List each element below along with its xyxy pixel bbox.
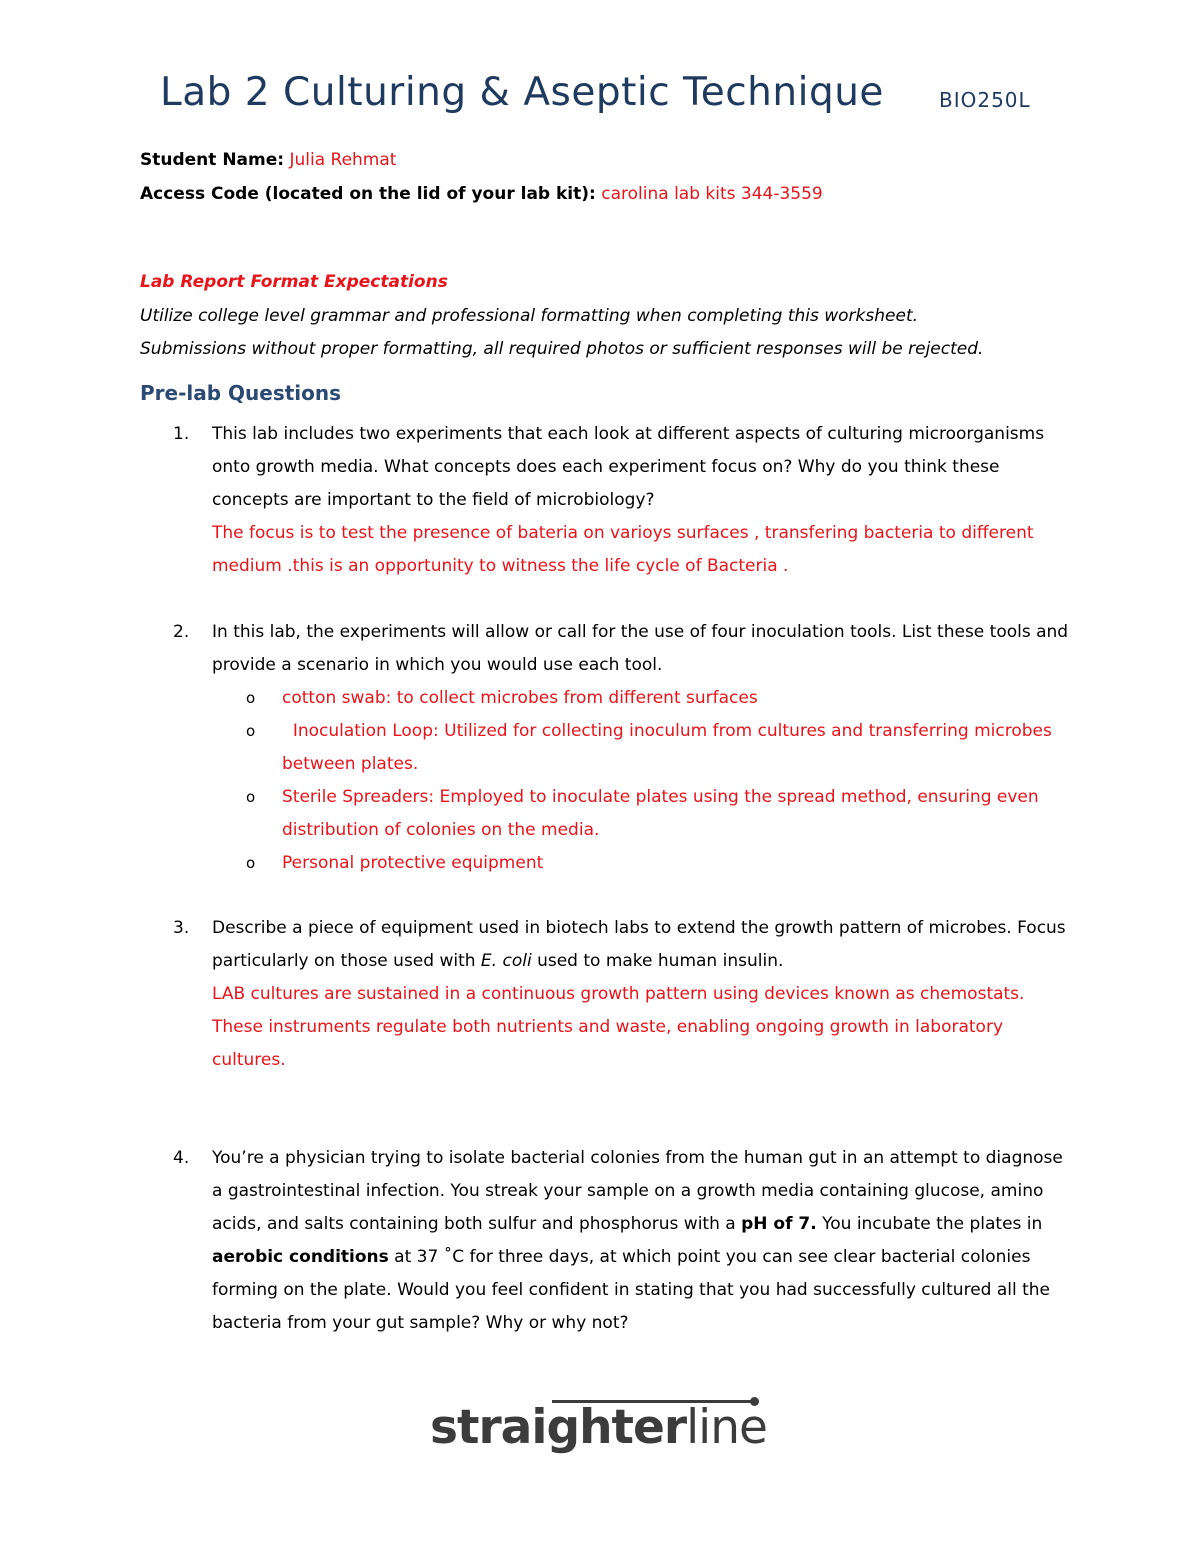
logo-text-bold: straighter [430, 1400, 687, 1455]
question-text: Describe a piece of equipment used in biotech labs to extend the growth pattern of microbes. Focus particularly on those used with E. coli used to make human insulin. [212, 918, 1066, 971]
answer-text: LAB cultures are sustained in a continuous growth pattern using devices known as chemostats. These instruments regulate both nutrients and waste, enabling ongoing growth in laboratory cultures. [212, 984, 1025, 1070]
straighterline-logo [430, 1398, 767, 1458]
course-code: BIO250L [939, 88, 1031, 112]
access-code-value: carolina lab kits 344-3559 [601, 184, 823, 204]
question-1 [140, 418, 1070, 583]
question-2 [140, 616, 1070, 880]
bullet-icon: o [246, 788, 256, 806]
bullet-icon: o [246, 854, 256, 872]
question-number: 4. [173, 1148, 190, 1168]
list-item: o Inoculation Loop: Utilized for collecting inoculum from cultures and transferring microbes between plates. [212, 715, 1070, 781]
access-code-label: Access Code (located on the lid of your lab kit): [140, 184, 596, 204]
bullet-icon: o [246, 722, 256, 740]
bullet-icon: o [246, 689, 256, 707]
logo-text-light: line [686, 1400, 767, 1455]
prelab-heading: Pre-lab Questions [140, 381, 342, 405]
list-item: o cotton swab: to collect microbes from different surfaces [212, 682, 1070, 715]
format-line-2: Submissions without proper formatting, all required photos or sufficient responses will be rejected. [140, 339, 984, 359]
answer-text: The focus is to test the presence of bateria on varioys surfaces , transfering bacteria to different medium .this is an opportunity to witness the life cycle of Bacteria . [212, 523, 1034, 576]
answer-list [212, 682, 1070, 880]
list-item: o Sterile Spreaders: Employed to inoculate plates using the spread method, ensuring even distribution of colonies on the media. [212, 781, 1070, 847]
format-heading: Lab Report Format Expectations [140, 272, 448, 292]
question-text: In this lab, the experiments will allow or call for the use of four inoculation tools. List these tools and provide a scenario in which you would use each tool. [212, 622, 1069, 675]
student-name-line [140, 150, 396, 170]
question-number: 3. [173, 918, 190, 938]
question-text: You’re a physician trying to isolate bacterial colonies from the human gut in an attempt to diagnose a gastrointestinal infection. You streak your sample on a growth media containing glucose, amino acids, and salts containing both sulfur and phosphorus with a pH of 7. You incubate the plates in aerobic conditions at 37 ˚C for three days, at which point you can see clear bacterial colonies forming on the plate. Would you feel confident in stating that you had successfully cultured all the bacteria from your gut sample? Why or why not? [212, 1148, 1063, 1333]
student-name-value: Julia Rehmat [289, 150, 397, 170]
question-3 [140, 912, 1070, 1077]
question-4 [140, 1142, 1070, 1340]
format-line-1: Utilize college level grammar and professional formatting when completing this worksheet. [140, 306, 919, 326]
list-item: o Personal protective equipment [212, 847, 1070, 880]
question-number: 2. [173, 622, 190, 642]
document-title: Lab 2 Culturing & Aseptic Technique [160, 70, 884, 115]
access-code-line [140, 184, 823, 204]
student-name-label: Student Name: [140, 150, 285, 170]
question-number: 1. [173, 424, 190, 444]
question-text: This lab includes two experiments that each look at different aspects of culturing microorganisms onto growth media. What concepts does each experiment focus on? Why do you think these concepts are important to the field of microbiology? [212, 424, 1045, 510]
